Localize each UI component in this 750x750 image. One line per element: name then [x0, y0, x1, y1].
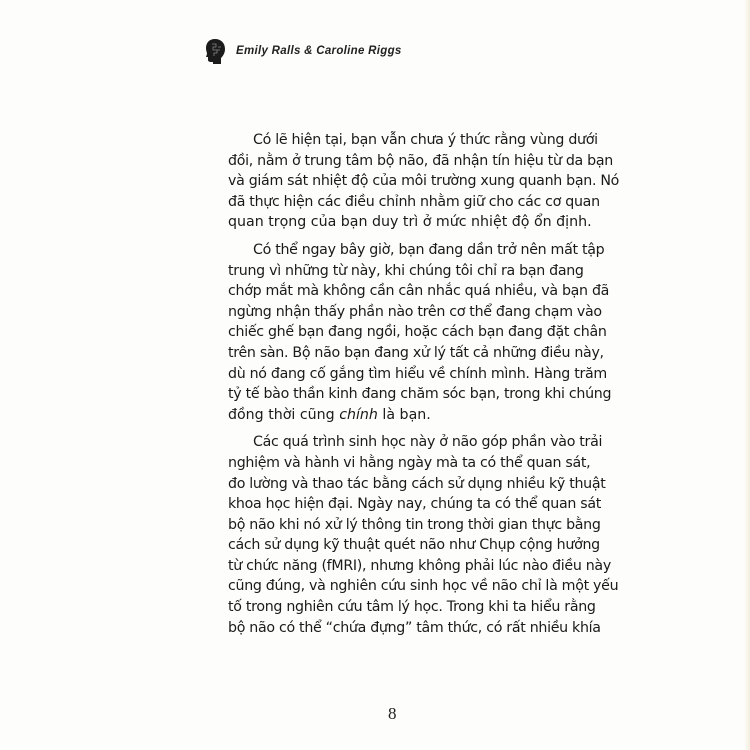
- text-line: chớp mắt mà không cần cân nhắc quá nhiều, và bạn đã: [228, 283, 610, 300]
- author-names: Emily Ralls & Caroline Riggs: [236, 45, 402, 57]
- text-line: chiếc ghế bạn đang ngồi, hoặc cách bạn đang đặt chân: [228, 324, 607, 341]
- text-run: đồng thời cũng: [228, 406, 340, 423]
- text-line: và giám sát nhiệt độ của môi trường xung quanh bạn. Nó: [228, 173, 620, 190]
- italic-emphasis: chính: [339, 406, 378, 423]
- page-number: 8: [388, 704, 397, 723]
- head-puzzle-icon: [204, 38, 226, 64]
- body-text: [228, 130, 620, 645]
- text-line: bộ não khi nó xử lý thông tin trong thời gian thực bằng: [228, 516, 601, 533]
- text-line: đo lường và thao tác bằng cách sử dụng nhiều kỹ thuật: [228, 475, 606, 492]
- text-line: tỷ tế bào thần kinh đang chăm sóc bạn, trong khi chúng: [228, 386, 612, 403]
- text-line: từ chức năng (fMRI), nhưng không phải lúc nào điều này: [228, 557, 611, 574]
- text-line: đã thực hiện các điều chỉnh nhằm giữ cho các cơ quan: [228, 193, 600, 210]
- text-line: dù nó đang cố gắng tìm hiểu về chính mình. Hàng trăm: [228, 365, 607, 382]
- text-line: đồi, nằm ở trung tâm bộ não, đã nhận tín hiệu từ da bạn: [228, 152, 613, 169]
- text-line: trung vì những từ này, khi chúng tôi chỉ ra bạn đang: [228, 262, 584, 279]
- text-line: ngừng nhận thấy phần nào trên cơ thể đang chạm vào: [228, 303, 602, 320]
- text-line: Có lẽ hiện tại, bạn vẫn chưa ý thức rằng vùng dưới: [253, 132, 598, 148]
- text-run: là bạn.: [377, 406, 431, 423]
- text-line: quan trọng của bạn duy trì ở mức nhiệt độ ổn định.: [228, 214, 592, 231]
- paragraph-2: [228, 240, 612, 425]
- text-line: nghiệm và hành vi hằng ngày mà ta có thể quan sát,: [228, 454, 591, 471]
- text-line: bộ não có thể “chứa đựng” tâm thức, có rất nhiều khía: [228, 619, 601, 636]
- paragraph-3: [228, 432, 619, 638]
- text-line: cách sử dụng kỹ thuật quét não như Chụp cộng hưởng: [228, 537, 600, 554]
- text-line: khoa học hiện đại. Ngày nay, chúng ta có thể quan sát: [228, 496, 602, 513]
- paragraph-1: [228, 130, 620, 233]
- running-header: [204, 38, 402, 64]
- page-edge: [744, 0, 750, 750]
- text-line: trên sàn. Bộ não bạn đang xử lý tất cả những điều này,: [228, 344, 604, 361]
- text-line: tố trong nghiên cứu tâm lý học. Trong khi ta hiểu rằng: [228, 599, 596, 616]
- text-line: cũng đúng, và nghiên cứu sinh học về não chỉ là một yếu: [228, 578, 619, 595]
- text-line: Có thể ngay bây giờ, bạn đang dần trở nên mất tập: [253, 241, 605, 258]
- text-line: Các quá trình sinh học này ở não góp phần vào trải: [253, 434, 603, 451]
- text-line: [228, 405, 567, 426]
